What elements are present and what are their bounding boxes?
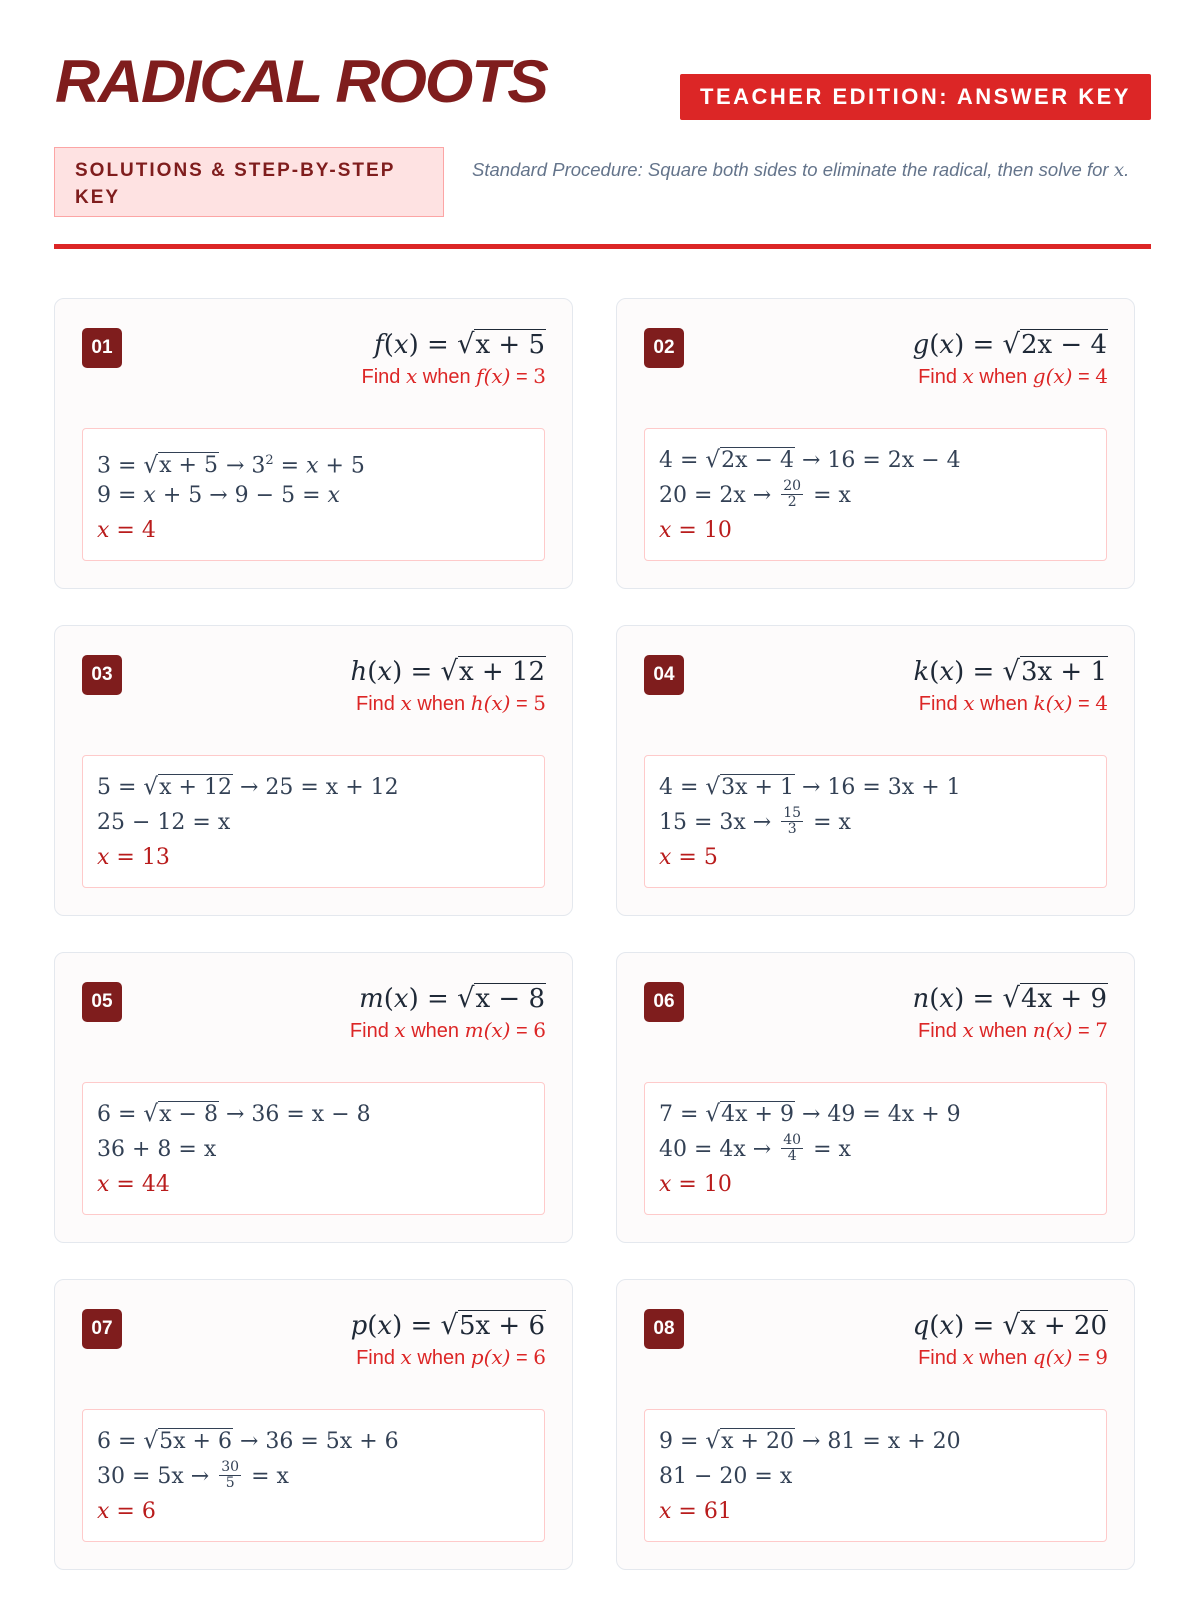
answer-value: 5 <box>703 845 718 870</box>
solution-answer: x = 10 <box>659 1172 732 1197</box>
find-instruction: Find x when n(x) = 7 <box>918 1018 1108 1042</box>
fraction <box>781 479 803 510</box>
find-instruction: Find x when h(x) = 5 <box>356 691 546 715</box>
step-rhs: 16 = 3x + 1 <box>827 775 961 800</box>
when-word: when <box>422 366 471 388</box>
function-name: g <box>912 330 930 360</box>
solution-step-1: 9 = √x + 20 → 81 = x + 20 <box>659 1428 961 1454</box>
step-rhs: 16 = 2x − 4 <box>827 448 961 473</box>
find-instruction: Find x when k(x) = 4 <box>918 691 1108 715</box>
solution-step-2: 9 = x + 5 → 9 − 5 = x <box>97 483 340 508</box>
function-name-ref: g <box>1032 364 1046 388</box>
procedure-text <box>472 156 1152 184</box>
solution-step-2 <box>659 1132 1092 1167</box>
step-lhs: 6 <box>97 1102 111 1127</box>
problem-number-badge: 03 <box>82 655 122 695</box>
function-name-ref: f <box>476 364 484 388</box>
step-lhs: 7 <box>659 1102 673 1127</box>
solution-step-1: 6 = √5x + 6 → 36 = 5x + 6 <box>97 1428 399 1454</box>
find-instruction: Find x when g(x) = 4 <box>918 364 1108 388</box>
when-word: when <box>980 693 1028 715</box>
function-name: k <box>913 657 930 687</box>
edition-badge: TEACHER EDITION: ANSWER KEY <box>680 74 1151 120</box>
radicand: 4x + 9 <box>1020 984 1107 1014</box>
target-value: 6 <box>533 1345 546 1369</box>
answer-value: 13 <box>141 845 170 870</box>
problem-card <box>54 952 573 1243</box>
function-name: m <box>359 984 384 1014</box>
find-word: Find <box>349 1020 389 1042</box>
solutions-label: SOLUTIONS & STEP-BY-STEP KEY <box>54 147 444 217</box>
solution-work-box <box>82 428 545 561</box>
problem-card <box>616 952 1135 1243</box>
procedure-sentence: Standard Procedure: Square both sides to eliminate the radical, then solve for <box>472 159 1109 180</box>
solution-step-2: 36 + 8 = x <box>97 1137 217 1162</box>
solution-step-1: 6 = √x − 8 → 36 = x − 8 <box>97 1101 371 1127</box>
solution-step-1: $3 = √x + 5 \to 3^2 = x + 5$ <box>97 452 365 479</box>
function-definition: f(x) = √x + 5 <box>374 329 545 360</box>
fraction-denominator: 4 <box>787 1147 797 1164</box>
problem-number-badge: 01 <box>82 328 122 368</box>
step-rhs: 49 = 4x + 9 <box>827 1102 961 1127</box>
find-instruction: Find x when m(x) = 6 <box>349 1018 546 1042</box>
fraction <box>781 1133 803 1164</box>
when-word: when <box>979 1020 1028 1042</box>
step-radicand: 4x + 9 <box>721 1102 794 1127</box>
find-instruction: Find x when q(x) = 9 <box>918 1345 1108 1369</box>
problem-number-badge: 07 <box>82 1309 122 1349</box>
solution-answer: x = 44 <box>97 1172 170 1197</box>
problem-card <box>54 625 573 916</box>
header-divider <box>54 244 1151 249</box>
step-radicand: x + 20 <box>721 1429 794 1454</box>
page-title: RADICAL ROOTS <box>55 48 547 115</box>
when-word: when <box>411 1020 460 1042</box>
step-rhs: 36 = x − 8 <box>251 1102 371 1127</box>
target-value: 3 <box>533 364 546 388</box>
function-definition: k(x) = √3x + 1 <box>913 656 1107 687</box>
step-rhs: 36 = 5x + 6 <box>265 1429 399 1454</box>
step-lhs: 4 <box>659 775 673 800</box>
find-word: Find <box>361 366 401 388</box>
function-definition: g(x) = √2x − 4 <box>912 329 1107 360</box>
when-word: when <box>417 1347 466 1369</box>
step-lhs: 4 <box>659 448 673 473</box>
function-definition: n(x) = √4x + 9 <box>912 983 1107 1014</box>
fraction-denominator: 3 <box>787 820 797 837</box>
solution-work-box <box>644 428 1107 561</box>
fraction <box>219 1460 241 1491</box>
radicand: x − 8 <box>475 984 545 1014</box>
find-word: Find <box>918 1347 957 1369</box>
function-name: n <box>912 984 930 1014</box>
step-lhs: 3 <box>97 453 111 479</box>
problem-number-badge: 04 <box>644 655 684 695</box>
function-definition: h(x) = √x + 12 <box>350 656 545 687</box>
solution-step-2: 25 − 12 = x <box>97 810 231 835</box>
solution-work-box <box>644 1082 1107 1215</box>
step-rhs: 25 = x + 12 <box>265 775 399 800</box>
step-radicand: 2x − 4 <box>721 448 794 473</box>
function-name-ref: h <box>470 691 484 715</box>
find-instruction: Find x when f(x) = 3 <box>361 364 546 388</box>
function-name: f <box>374 330 384 360</box>
answer-value: 6 <box>141 1499 156 1524</box>
solution-step-2: 81 − 20 = x <box>659 1464 793 1489</box>
answer-value: 10 <box>703 518 732 543</box>
target-value: 4 <box>1095 691 1108 715</box>
radicand: 2x − 4 <box>1020 330 1107 360</box>
solution-work-box <box>644 755 1107 888</box>
step-lhs: 9 <box>659 1429 673 1454</box>
step-pre: 30 = 5x → <box>97 1464 210 1489</box>
solution-answer: x = 5 <box>659 845 718 870</box>
step-post: = x <box>813 483 851 508</box>
solution-step-2 <box>97 1459 530 1494</box>
function-name-ref: q <box>1032 1345 1046 1369</box>
step-radicand: 5x + 6 <box>159 1429 232 1454</box>
fraction-numerator: 30 <box>221 1458 240 1475</box>
when-word: when <box>979 366 1028 388</box>
solution-answer: x = 61 <box>659 1499 732 1524</box>
radicand: 5x + 6 <box>458 1311 545 1341</box>
target-value: 6 <box>533 1018 546 1042</box>
find-word: Find <box>918 366 957 388</box>
function-name: p <box>350 1311 368 1341</box>
solution-step-1: 4 = √3x + 1 → 16 = 3x + 1 <box>659 774 961 800</box>
problem-card <box>616 1279 1135 1570</box>
step-pre: 20 = 2x → <box>659 483 772 508</box>
problem-card <box>616 298 1135 589</box>
function-definition: q(x) = √x + 20 <box>912 1310 1107 1341</box>
function-name-ref: p <box>470 1345 484 1369</box>
step-pre: 15 = 3x → <box>659 810 772 835</box>
solution-work-box <box>82 755 545 888</box>
find-word: Find <box>356 693 395 715</box>
answer-value: 10 <box>703 1172 732 1197</box>
function-name: h <box>350 657 368 687</box>
step-lhs: 6 <box>97 1429 111 1454</box>
fraction-numerator: 40 <box>783 1131 802 1148</box>
radicand: 3x + 1 <box>1020 657 1107 687</box>
target-value: 4 <box>1095 364 1108 388</box>
step-rhs: 81 = x + 20 <box>827 1429 961 1454</box>
solution-work-box <box>82 1409 545 1542</box>
procedure-period: . <box>1124 159 1130 180</box>
function-name-ref: k <box>1033 691 1046 715</box>
when-word: when <box>979 1347 1028 1369</box>
solution-answer: x = 4 <box>97 518 156 543</box>
solution-step-1: 7 = √4x + 9 → 49 = 4x + 9 <box>659 1101 961 1127</box>
step-post: = x <box>813 810 851 835</box>
radicand: x + 5 <box>475 330 545 360</box>
function-name: q <box>912 1311 930 1341</box>
target-value: 7 <box>1095 1018 1108 1042</box>
fraction <box>781 806 803 837</box>
solution-step-1: 5 = √x + 12 → 25 = x + 12 <box>97 774 399 800</box>
radicand: x + 12 <box>458 657 545 687</box>
step-radicand: 3x + 1 <box>721 775 794 800</box>
solution-answer: x = 10 <box>659 518 732 543</box>
procedure-variable: x <box>1113 160 1125 181</box>
fraction-numerator: 15 <box>783 804 802 821</box>
solution-work-box <box>644 1409 1107 1542</box>
solution-step-2 <box>659 805 1092 840</box>
target-value: 5 <box>533 691 546 715</box>
solution-work-box <box>82 1082 545 1215</box>
problem-card <box>54 298 573 589</box>
problem-number-badge: 02 <box>644 328 684 368</box>
solution-step-2 <box>659 478 1092 513</box>
function-name-ref: m <box>464 1018 484 1042</box>
answer-value: 44 <box>141 1172 170 1197</box>
step-post: = x <box>251 1464 289 1489</box>
radicand: x + 20 <box>1020 1311 1107 1341</box>
find-instruction: Find x when p(x) = 6 <box>356 1345 546 1369</box>
problem-card <box>616 625 1135 916</box>
answer-value: 61 <box>703 1499 732 1524</box>
fraction-denominator: 5 <box>225 1474 235 1491</box>
function-definition: p(x) = √5x + 6 <box>350 1310 545 1341</box>
step-pre: 40 = 4x → <box>659 1137 772 1162</box>
find-word: Find <box>918 1020 957 1042</box>
problem-card <box>54 1279 573 1570</box>
function-name-ref: n <box>1032 1018 1046 1042</box>
fraction-numerator: 20 <box>783 477 802 494</box>
solution-answer: x = 6 <box>97 1499 156 1524</box>
step-radicand: x + 12 <box>159 775 232 800</box>
problem-number-badge: 06 <box>644 982 684 1022</box>
target-value: 9 <box>1095 1345 1108 1369</box>
step-radicand: x + 5 <box>159 453 218 479</box>
step-lhs: 5 <box>97 775 111 800</box>
step-radicand: x − 8 <box>159 1102 218 1127</box>
function-definition: m(x) = √x − 8 <box>359 983 545 1014</box>
when-word: when <box>417 693 466 715</box>
problem-number-badge: 08 <box>644 1309 684 1349</box>
solution-step-1: 4 = √2x − 4 → 16 = 2x − 4 <box>659 447 961 473</box>
step-post: = x <box>813 1137 851 1162</box>
problem-number-badge: 05 <box>82 982 122 1022</box>
find-word: Find <box>356 1347 395 1369</box>
find-word: Find <box>918 693 958 715</box>
fraction-denominator: 2 <box>787 493 797 510</box>
solution-answer: x = 13 <box>97 845 170 870</box>
